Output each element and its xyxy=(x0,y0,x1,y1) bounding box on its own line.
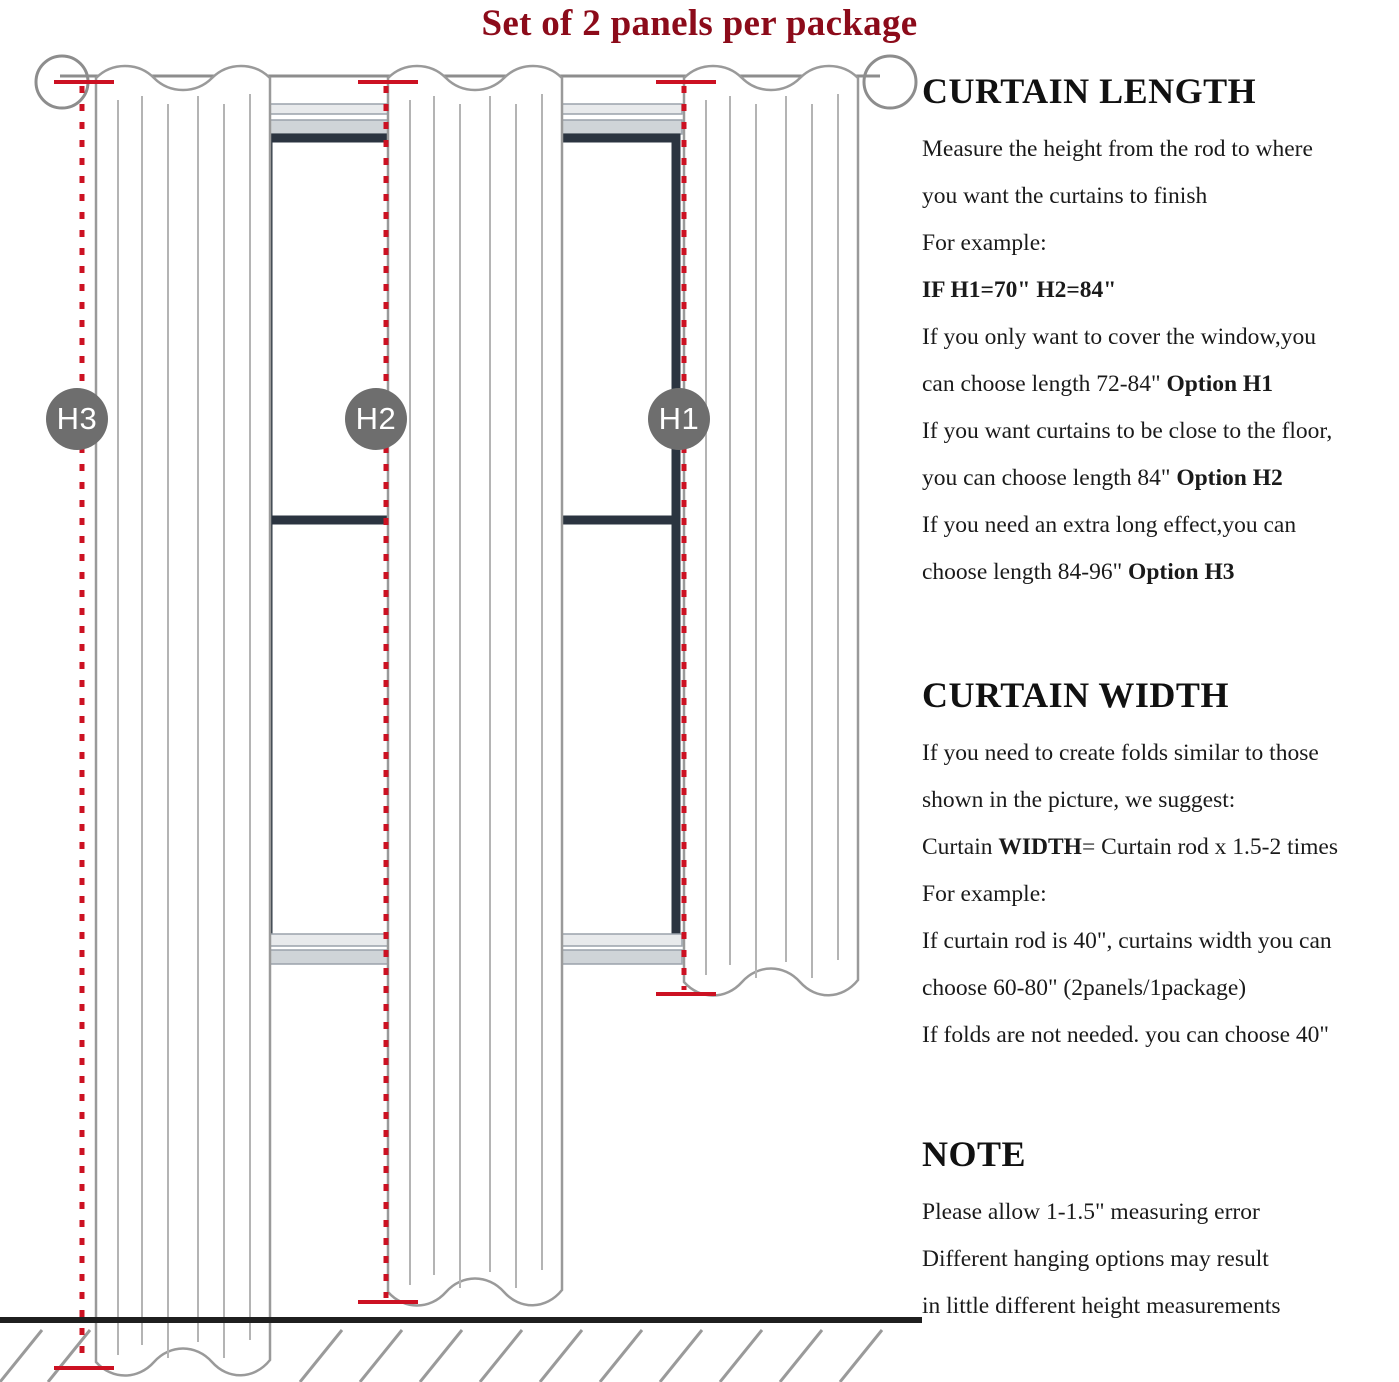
note-line-2: Different hanging options may result xyxy=(922,1246,1269,1272)
length-line-6 xyxy=(922,361,1399,408)
note-line-1: Please allow 1-1.5" measuring error xyxy=(922,1199,1260,1225)
curtain-panel-h1 xyxy=(684,66,858,996)
section-heading-note: NOTE xyxy=(922,1134,1027,1174)
section-heading-curtain-length: CURTAIN LENGTH xyxy=(922,71,1257,111)
width-formula-pre: Curtain xyxy=(922,834,999,860)
length-line-8 xyxy=(922,455,1399,502)
guide-text-column xyxy=(922,70,1399,1330)
width-formula xyxy=(922,824,1399,871)
page-title: Set of 2 panels per package xyxy=(481,3,918,44)
length-line-1: Measure the height from the rod to where xyxy=(922,136,1313,162)
measure-badge-h1: H1 xyxy=(648,388,710,450)
width-line-2: shown in the picture, we suggest: xyxy=(922,787,1236,813)
length-line-3: For example: xyxy=(922,230,1047,256)
length-line-6-text: can choose length 72-84" xyxy=(922,371,1167,397)
option-h2-label: Option H2 xyxy=(1176,465,1283,491)
width-line-5: If curtain rod is 40", curtains width you can xyxy=(922,928,1332,954)
note-line-3: in little different height measurements xyxy=(922,1293,1281,1319)
length-example-bold: IF H1=70" H2=84" xyxy=(922,277,1117,303)
width-formula-bold: WIDTH xyxy=(998,834,1082,860)
length-line-7: If you want curtains to be close to the floor, xyxy=(922,418,1333,444)
option-h1-label: Option H1 xyxy=(1166,371,1273,397)
length-line-2: you want the curtains to finish xyxy=(922,183,1208,209)
option-h3-label: Option H3 xyxy=(1128,559,1235,585)
measure-badge-h2: H2 xyxy=(345,388,407,450)
width-line-6: choose 60-80" (2panels/1package) xyxy=(922,975,1247,1001)
width-line-4: For example: xyxy=(922,881,1047,907)
measure-badge-h3: H3 xyxy=(46,388,108,450)
length-line-9: If you need an extra long effect,you can xyxy=(922,512,1297,538)
width-line-7: If folds are not needed. you can choose 40" xyxy=(922,1022,1329,1048)
length-line-8-text: you can choose length 84" xyxy=(922,465,1177,491)
section-spacer-1 xyxy=(922,596,1399,674)
curtain-panel-h2 xyxy=(388,66,562,1306)
section-heading-curtain-width: CURTAIN WIDTH xyxy=(922,675,1229,715)
width-line-1: If you need to create folds similar to those xyxy=(922,740,1319,766)
width-formula-post: = Curtain rod x 1.5-2 times xyxy=(1081,834,1339,860)
length-line-5: If you only want to cover the window,you xyxy=(922,324,1316,350)
length-line-10-text: choose length 84-96" xyxy=(922,559,1129,585)
curtain-panel-h3 xyxy=(96,66,270,1376)
length-example-values xyxy=(922,267,1399,314)
length-line-10 xyxy=(922,549,1399,596)
section-spacer-2 xyxy=(922,1059,1399,1133)
